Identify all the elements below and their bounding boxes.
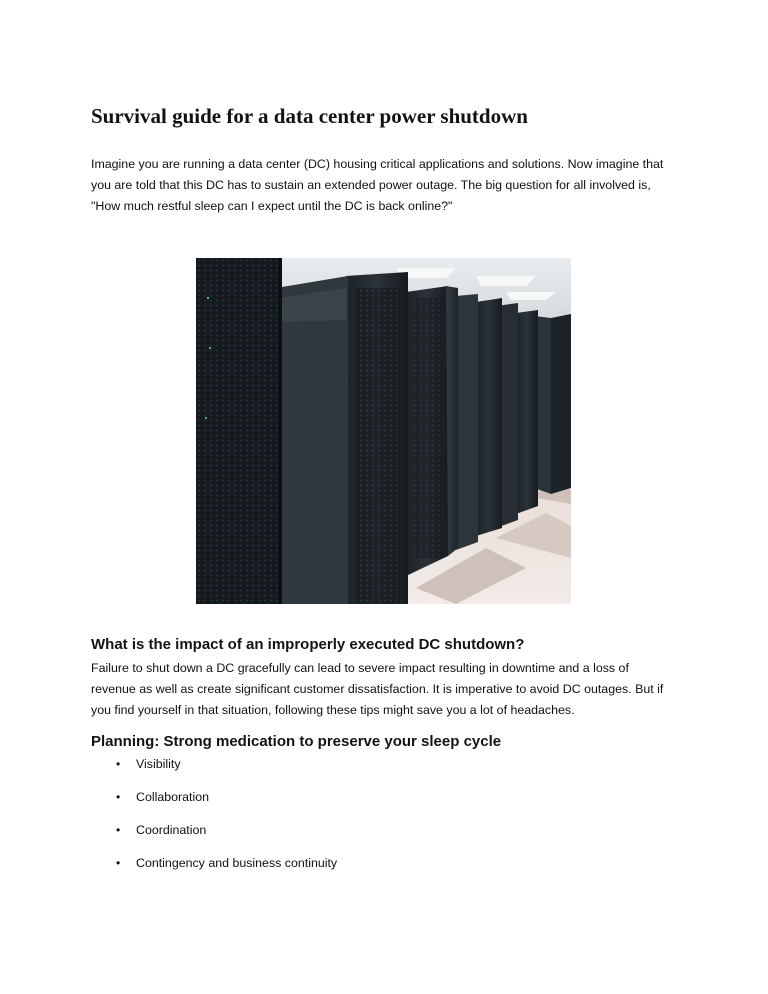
intro-paragraph	[91, 154, 691, 217]
bullet-text: Coordination	[136, 823, 207, 837]
intro-line-1: Imagine you are running a data center (DC) housing critical applications and solutions. Now imagine that	[91, 157, 664, 171]
intro-line-2: you are told that this DC has to sustain an extended power outage. The big question for all involved is,	[91, 178, 651, 192]
impact-line-1: Failure to shut down a DC gracefully can lead to severe impact resulting in downtime and a loss of	[91, 661, 629, 675]
bullet-glyph: •	[116, 790, 121, 804]
bullet-text: Visibility	[136, 757, 181, 771]
impact-paragraph	[91, 658, 691, 721]
document-title: Survival guide for a data center power shutdown	[91, 104, 528, 128]
bullet-text: Contingency and business continuity	[136, 856, 338, 870]
bullet-item-visibility	[91, 754, 337, 787]
section-heading-impact: What is the impact of an improperly executed DC shutdown?	[91, 636, 525, 653]
impact-line-3: you find yourself in that situation, following these tips might save you a lot of headaches.	[91, 703, 575, 717]
data-center-server-racks-photo	[196, 258, 571, 604]
section-heading-planning: Planning: Strong medication to preserve your sleep cycle	[91, 733, 502, 750]
bullet-glyph: •	[116, 856, 121, 870]
bullet-item-coordination	[91, 820, 337, 853]
planning-bullet-list	[91, 754, 337, 886]
bullet-text: Collaboration	[136, 790, 210, 804]
bullet-glyph: •	[116, 757, 121, 771]
bullet-item-collaboration	[91, 787, 337, 820]
bullet-item-contingency	[91, 853, 337, 886]
intro-line-3: "How much restful sleep can I expect until the DC is back online?"	[91, 199, 453, 213]
bullet-glyph: •	[116, 823, 121, 837]
impact-line-2: revenue as well as create significant customer dissatisfaction. It is imperative to avoid DC outages. But if	[91, 682, 664, 696]
